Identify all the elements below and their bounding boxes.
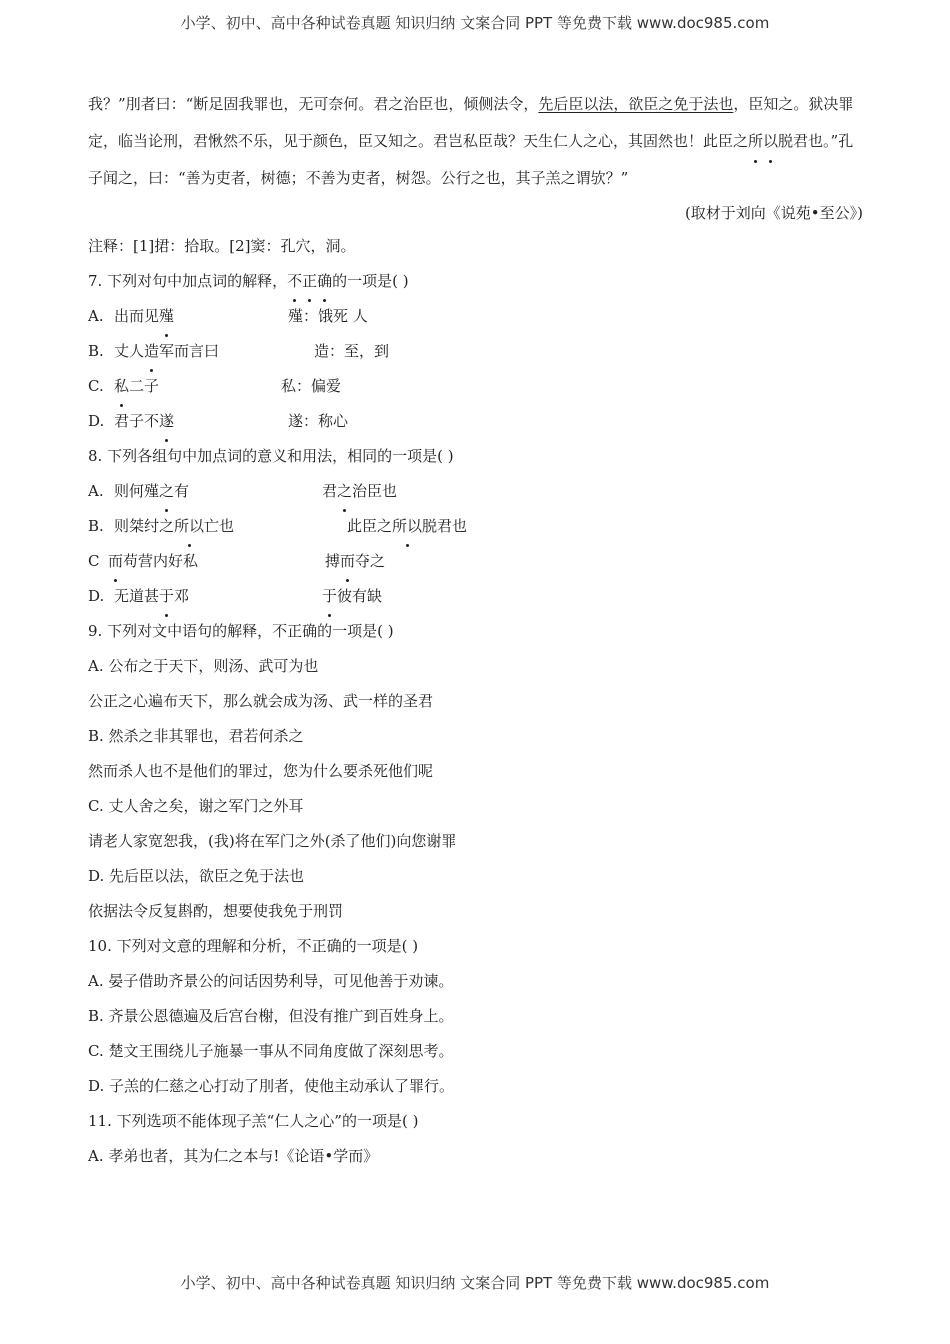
option-text: 无道甚 xyxy=(114,587,160,605)
dotted-char: 所 xyxy=(748,123,763,160)
dotted-char: 正 xyxy=(302,264,317,299)
option-text: 夺之 xyxy=(355,552,386,570)
option-gloss: 私：偏爱 xyxy=(281,377,342,395)
dotted-char: 所以 xyxy=(392,509,422,544)
dotted-char: 所以 xyxy=(174,509,204,544)
dotted-char: 确 xyxy=(317,264,332,299)
q9-line: C. 丈人舍之矣，谢之军门之外耳 xyxy=(88,797,304,815)
option-text: 苟营内好私 xyxy=(123,552,199,570)
q11-line: A. 孝弟也者，其为仁之本与!《论语•学而》 xyxy=(88,1147,379,1165)
option-text: 君子不 xyxy=(114,412,160,430)
q9-line: 依据法令反复斟酌，想要使我免于刑罚 xyxy=(88,902,344,920)
q10-line: B. 齐景公恩德遍及后宫台榭，但没有推广到百姓身上。 xyxy=(88,1007,454,1025)
option-text: 此臣之 xyxy=(347,517,393,535)
passage-segment: 我？”刖者曰：“断足固我罪也，无可奈何。君之治臣也，倾侧法令， xyxy=(88,95,539,113)
q9-line: D. 先后臣以法，欲臣之免于法也 xyxy=(88,867,305,885)
option-text: 丈人 xyxy=(114,342,145,360)
dotted-char: 遂 xyxy=(159,404,174,439)
dotted-char: 于 xyxy=(322,579,337,614)
dotted-char: 于 xyxy=(159,579,174,614)
q9-line: 公正之心遍布天下，那么就会成为汤、武一样的圣君 xyxy=(88,692,434,710)
q9-line: B. 然杀之非其罪也，君若何杀之 xyxy=(88,727,304,745)
q8-stem: 8. 下列各组句中加点词的意义和用法，相同的一项是( ) xyxy=(88,447,454,465)
q7-option-a xyxy=(88,299,863,334)
option-text: 二子 xyxy=(129,377,160,395)
q9-line: 请老人家宽恕我，(我)将在军门之外(杀了他们)向您谢罪 xyxy=(88,832,457,850)
q10-line: C. 楚文王围绕儿子施暴一事从不同角度做了深刻思考。 xyxy=(88,1042,454,1060)
q10-stem: 10. 下列对文意的理解和分析，不正确的一项是( ) xyxy=(88,937,419,955)
q7-stem-post: 的一项是( ) xyxy=(332,272,409,290)
q7-option-c xyxy=(88,369,863,404)
option-label: A. xyxy=(88,307,104,325)
q7-stem-pre: 7. 下列对句中加点词的解释， xyxy=(88,272,288,290)
option-text: 则桀纣之 xyxy=(114,517,175,535)
passage-segment: 脱君也。”孔子闻之，曰：“善为吏者，树德；不善为吏者，树怨。公行之也，其子羔之谓欤？” xyxy=(88,132,854,187)
dotted-char: 不 xyxy=(287,264,302,299)
header-banner: 小学、初中、高中各种试卷真题 知识归纳 文案合同 PPT 等免费下载 www.doc985.com xyxy=(180,14,770,32)
dotted-char: 而 xyxy=(108,544,123,579)
option-text: 军而言曰 xyxy=(159,342,220,360)
option-text: 脱君也 xyxy=(422,517,468,535)
q10-line: D. 子羔的仁慈之心打动了刖者，使他主动承认了罪行。 xyxy=(88,1077,455,1095)
q9-line: 然而杀人也不是他们的罪过，您为什么要杀死他们呢 xyxy=(88,762,434,780)
q8-option-d xyxy=(88,579,863,614)
dotted-char: 殣 xyxy=(159,299,174,334)
source-citation: (取材于刘向《说苑•至公》) xyxy=(684,204,863,222)
option-gloss: 遂：称心 xyxy=(288,412,349,430)
option-label: B. xyxy=(88,517,104,535)
passage-text xyxy=(88,86,863,197)
underlined-sentence: 先后臣以法，欲臣之免于法也 xyxy=(538,95,734,113)
document-body xyxy=(88,86,863,1174)
option-text: 亡也 xyxy=(204,517,235,535)
notes: 注释：[1]捃：拾取。[2]窦：孔穴，洞。 xyxy=(88,237,356,255)
q8-option-c xyxy=(88,544,863,579)
q7-option-d xyxy=(88,404,863,439)
option-label: C. xyxy=(88,377,104,395)
option-label: B. xyxy=(88,342,104,360)
dotted-char: 以 xyxy=(763,123,778,160)
option-text: 则何殣 xyxy=(114,482,160,500)
option-text: 出而见 xyxy=(114,307,160,325)
q11-stem: 11. 下列选项不能体现子羔“仁人之心”的一项是( ) xyxy=(88,1112,419,1130)
q7-option-b xyxy=(88,334,863,369)
dotted-char: 造 xyxy=(144,334,159,369)
option-label: C xyxy=(88,552,100,570)
dotted-char: 而 xyxy=(340,544,355,579)
dotted-char: 之 xyxy=(337,474,352,509)
footer-banner: 小学、初中、高中各种试卷真题 知识归纳 文案合同 PPT 等免费下载 www.doc985.com xyxy=(180,1274,770,1292)
option-text: 搏 xyxy=(325,552,341,570)
option-text: 彼有缺 xyxy=(337,587,383,605)
q9-line: A. 公布之于天下，则汤、武可为也 xyxy=(88,657,319,675)
option-gloss: 殣：饿死 人 xyxy=(288,307,368,325)
dotted-char: 私 xyxy=(114,369,129,404)
q8-option-a xyxy=(88,474,863,509)
q9-stem: 9. 下列对文中语句的解释，不正确的一项是( ) xyxy=(88,622,394,640)
option-text: 君 xyxy=(322,482,338,500)
option-label: D. xyxy=(88,587,105,605)
q7-stem xyxy=(88,264,863,299)
option-text: 治臣也 xyxy=(352,482,398,500)
q8-option-b xyxy=(88,509,863,544)
dotted-char: 之 xyxy=(159,474,174,509)
option-label: A. xyxy=(88,482,104,500)
option-label: D. xyxy=(88,412,105,430)
option-gloss: 造：至，到 xyxy=(314,342,390,360)
option-text: 邓 xyxy=(174,587,190,605)
passage-segment: ，臣知之。狱决罪定，临当论刑，君愀然不乐，见于颜色，臣又知之。君岂私臣哉？天生仁人之心，其固然也！此臣之 xyxy=(88,95,854,150)
q10-line: A. 晏子借助齐景公的问话因势利导，可见他善于劝谏。 xyxy=(88,972,454,990)
option-text: 有 xyxy=(174,482,190,500)
